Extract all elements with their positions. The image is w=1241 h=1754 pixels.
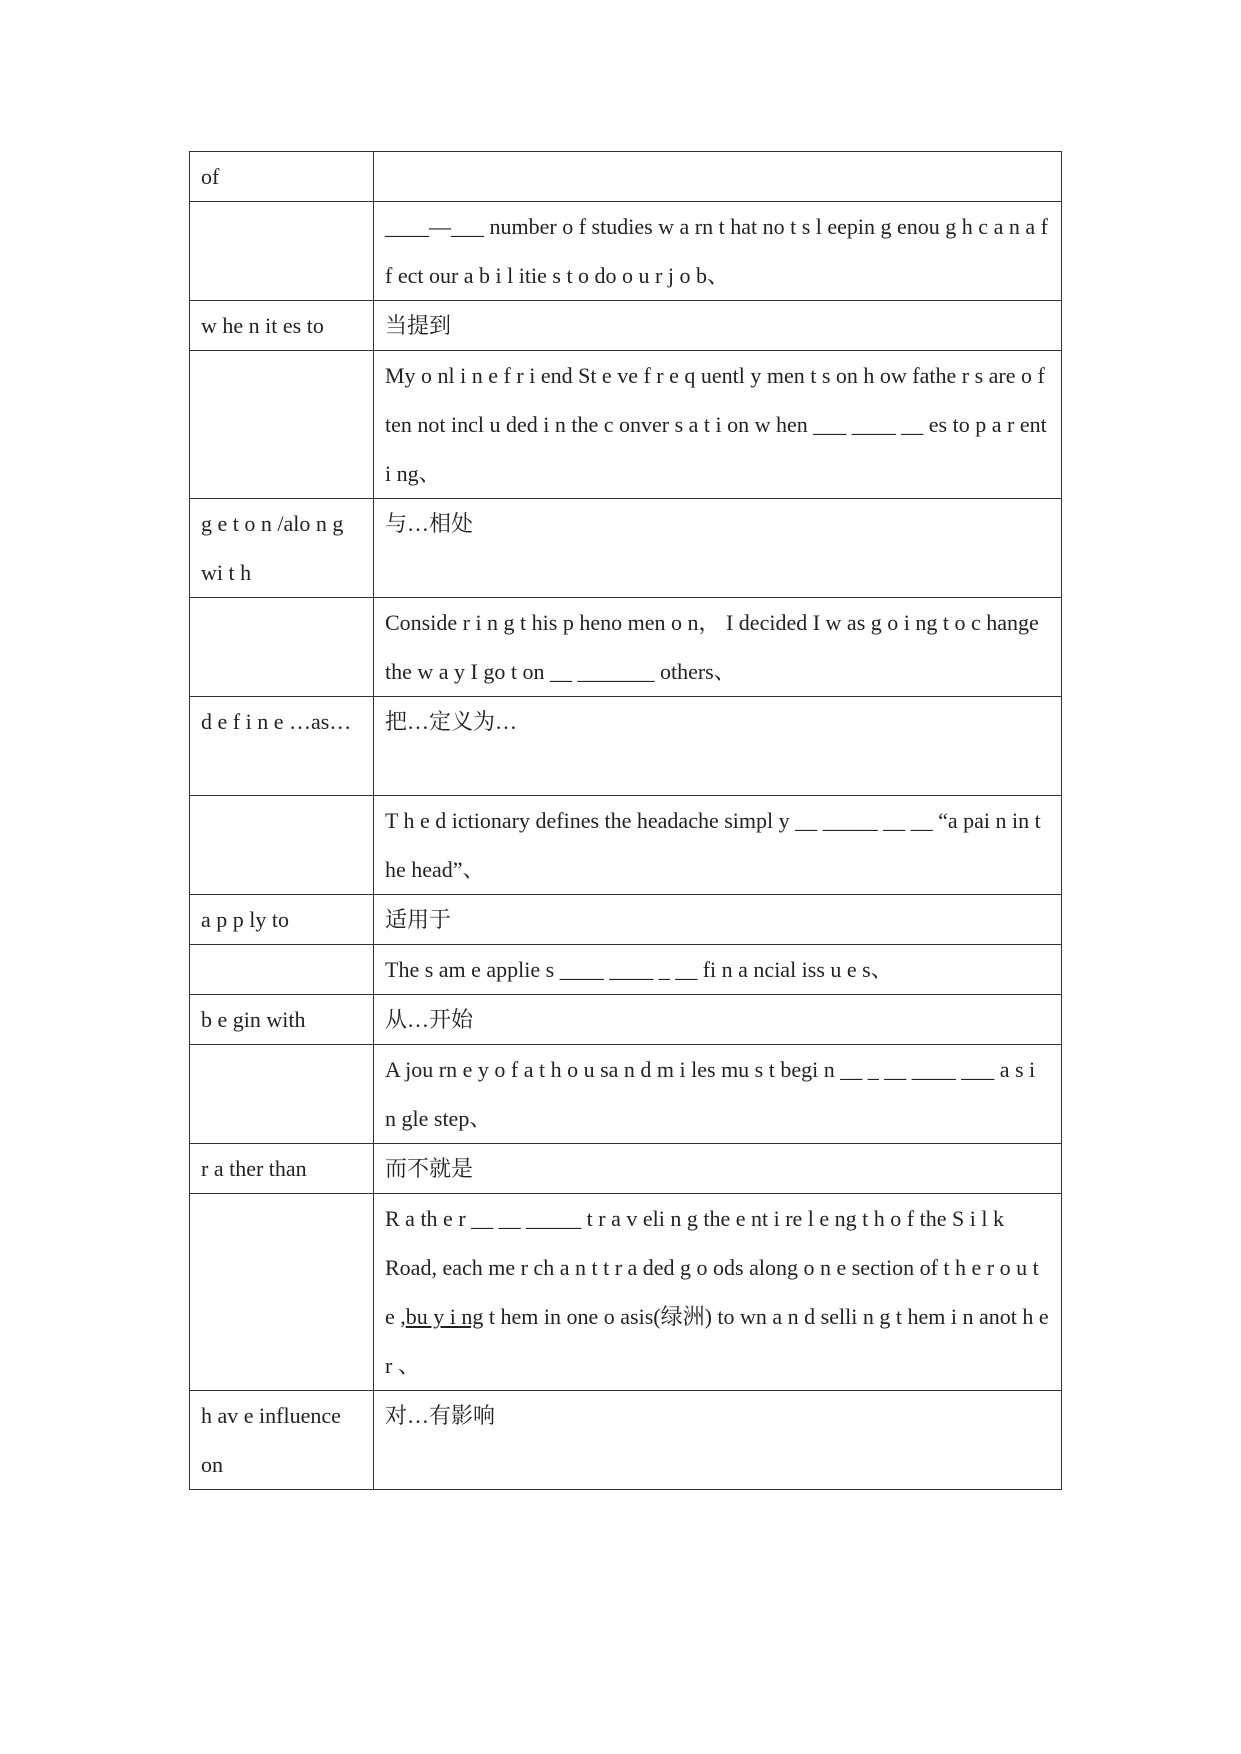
term-cell: w he n it es to: [190, 301, 374, 351]
table-row: [190, 895, 1062, 945]
meaning-cell: 对…有影响: [374, 1391, 1062, 1490]
note-cell: [374, 152, 1062, 202]
meaning-cell: 从…开始: [374, 995, 1062, 1045]
meaning-cell: 当提到: [374, 301, 1062, 351]
sentence-text: t hem in one o asis(绿洲) to wn a n d selli n g t hem i n anot h e r 、: [385, 1304, 1049, 1378]
table-row: [190, 697, 1062, 796]
term-cell: a p p ly to: [190, 895, 374, 945]
term-cell: d e f i n e …as…: [190, 697, 374, 796]
table-row: [190, 995, 1062, 1045]
example-sentence-cell: My o nl i n e f r i end St e ve f r e q uentl y men t s on h ow fathe r s are o f ten not incl u ded i n the c onver s a t i on w hen ___ ____ __ es to p a r ent i ng、: [374, 351, 1062, 499]
table-row: [190, 202, 1062, 301]
sentence-text: R a th e r __ __ _____ t r a v eli n g the e nt i re l e ng t h o f the S i l k Road, each me r ch a n t t r a ded g o ods along o n e section of t h e r o u t e ,: [385, 1206, 1039, 1329]
meaning-cell: 把…定义为…: [374, 697, 1062, 796]
example-sentence-cell: A jou rn e y o f a t h o u sa n d m i les mu s t begi n __ _ __ ____ ___ a s i n gle step、: [374, 1045, 1062, 1144]
table-row: [190, 796, 1062, 895]
example-sentence-cell: T h e d ictionary defines the headache simpl y __ _____ __ __ “a pai n in t he head”、: [374, 796, 1062, 895]
term-cell: r a ther than: [190, 1144, 374, 1194]
term-cell: [190, 202, 374, 301]
term-cell: [190, 351, 374, 499]
term-cell: [190, 796, 374, 895]
meaning-cell: 与…相处: [374, 499, 1062, 598]
table-row: [190, 1045, 1062, 1144]
vocabulary-table: [189, 151, 1062, 1490]
table-row: [190, 301, 1062, 351]
table-row: [190, 1144, 1062, 1194]
term-cell: [190, 598, 374, 697]
table-row: [190, 1391, 1062, 1490]
term-cell: of: [190, 152, 374, 202]
table-row: [190, 499, 1062, 598]
table-row: [190, 152, 1062, 202]
example-sentence-cell: ____—___ number o f studies w a rn t hat no t s l eepin g enou g h c a n a f f ect our a b i l itie s t o do o u r j o b、: [374, 202, 1062, 301]
term-cell: [190, 1194, 374, 1391]
term-cell: b e gin with: [190, 995, 374, 1045]
table-row: [190, 351, 1062, 499]
table-row: [190, 1194, 1062, 1391]
meaning-cell: 而不就是: [374, 1144, 1062, 1194]
term-cell: h av e influence on: [190, 1391, 374, 1490]
example-sentence-cell: The s am e applie s ____ ____ _ __ fi n a ncial iss u e s、: [374, 945, 1062, 995]
example-sentence-cell: [374, 1194, 1062, 1391]
term-cell: g e t o n /alo n g wi t h: [190, 499, 374, 598]
underlined-text: bu y i ng: [405, 1304, 484, 1329]
table-row: [190, 598, 1062, 697]
term-cell: [190, 1045, 374, 1144]
meaning-cell: 适用于: [374, 895, 1062, 945]
example-sentence-cell: Conside r i n g t his p heno men o n， I decided I w as g o i ng t o c hange the w a y I go t on __ _______ others、: [374, 598, 1062, 697]
term-cell: [190, 945, 374, 995]
table-row: [190, 945, 1062, 995]
